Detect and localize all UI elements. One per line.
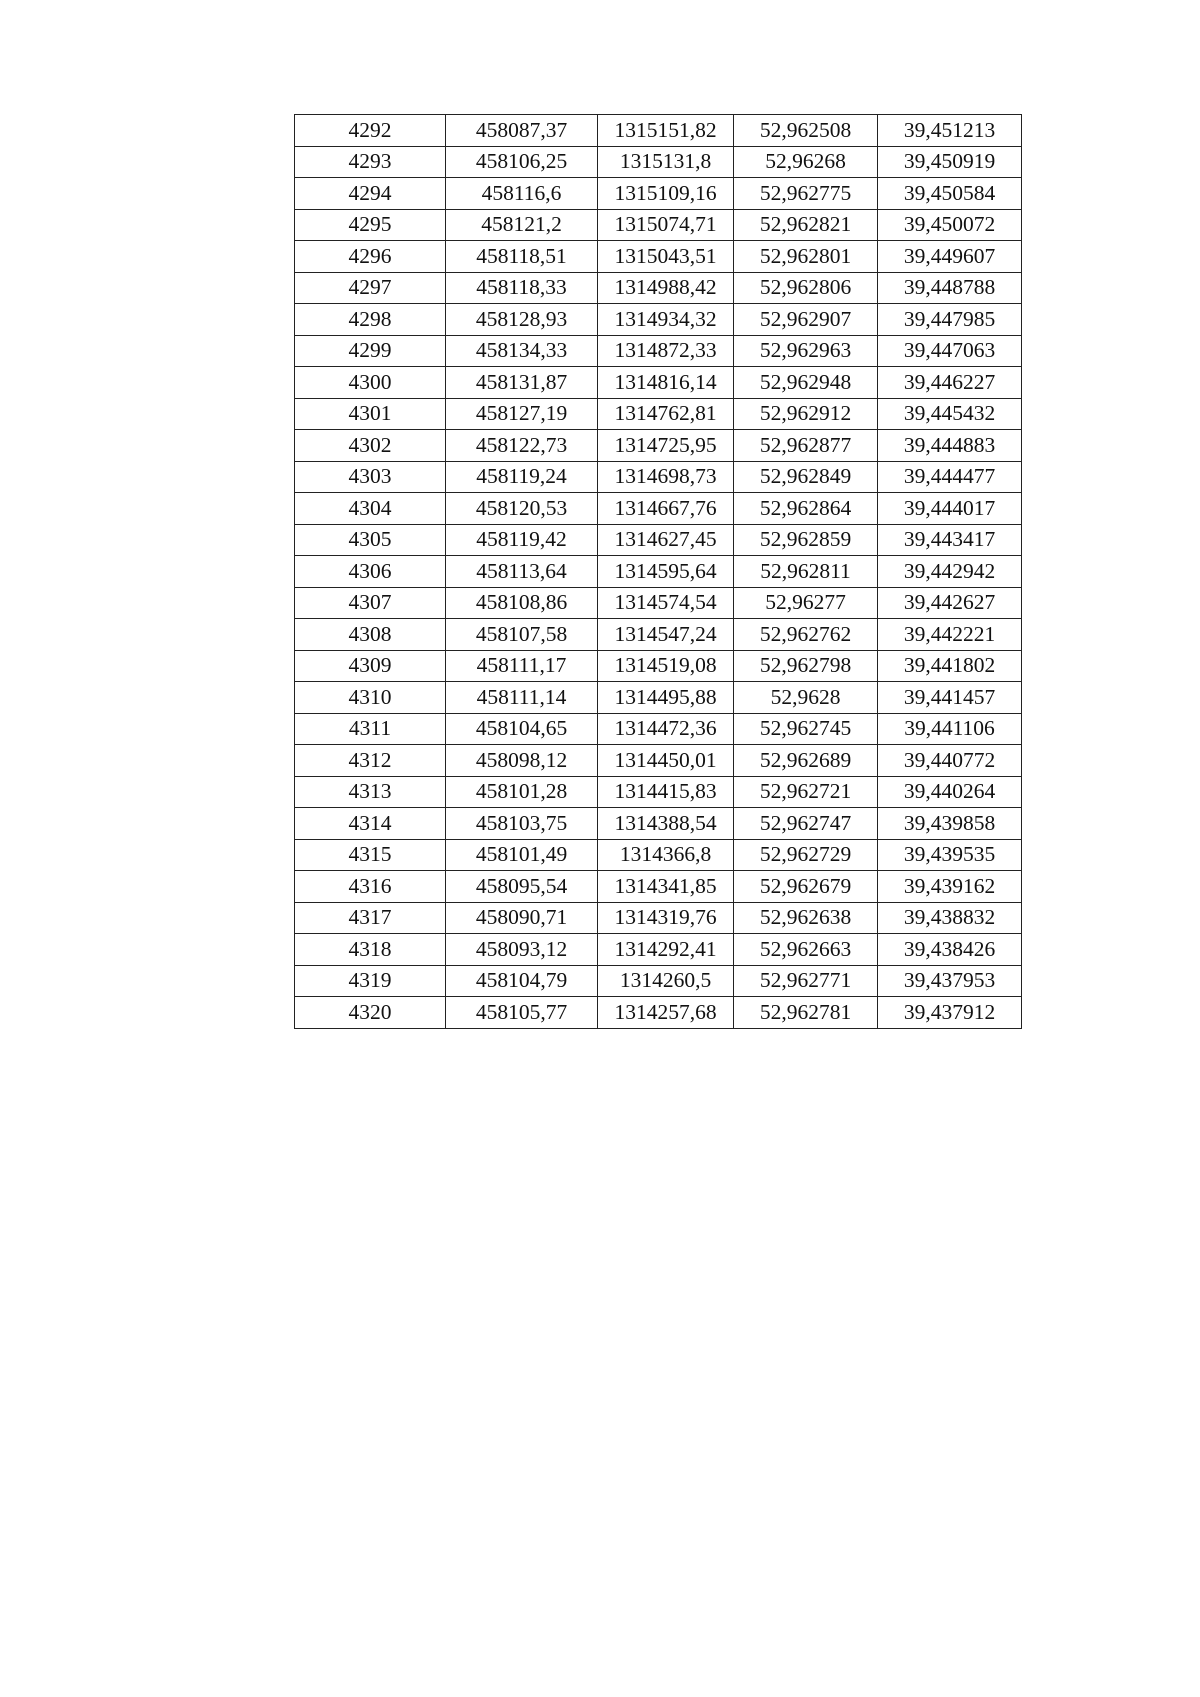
latitude-cell: 52,962689 xyxy=(734,745,878,777)
longitude-cell: 39,440264 xyxy=(878,776,1022,808)
longitude-cell: 39,451213 xyxy=(878,115,1022,147)
latitude-cell: 52,962775 xyxy=(734,178,878,210)
point-number-cell: 4294 xyxy=(295,178,446,210)
latitude-cell: 52,962912 xyxy=(734,398,878,430)
latitude-cell: 52,962801 xyxy=(734,241,878,273)
longitude-cell: 39,444017 xyxy=(878,493,1022,525)
y-coordinate-cell: 1314667,76 xyxy=(598,493,734,525)
longitude-cell: 39,450072 xyxy=(878,209,1022,241)
point-number-cell: 4315 xyxy=(295,839,446,871)
x-coordinate-cell: 458103,75 xyxy=(446,808,598,840)
x-coordinate-cell: 458122,73 xyxy=(446,430,598,462)
point-number-cell: 4292 xyxy=(295,115,446,147)
y-coordinate-cell: 1314366,8 xyxy=(598,839,734,871)
y-coordinate-cell: 1314988,42 xyxy=(598,272,734,304)
latitude-cell: 52,962745 xyxy=(734,713,878,745)
x-coordinate-cell: 458111,14 xyxy=(446,682,598,714)
y-coordinate-cell: 1314319,76 xyxy=(598,902,734,934)
point-number-cell: 4296 xyxy=(295,241,446,273)
point-number-cell: 4306 xyxy=(295,556,446,588)
point-number-cell: 4305 xyxy=(295,524,446,556)
x-coordinate-cell: 458131,87 xyxy=(446,367,598,399)
latitude-cell: 52,962798 xyxy=(734,650,878,682)
point-number-cell: 4302 xyxy=(295,430,446,462)
table-row xyxy=(295,745,1022,777)
point-number-cell: 4304 xyxy=(295,493,446,525)
longitude-cell: 39,441106 xyxy=(878,713,1022,745)
point-number-cell: 4313 xyxy=(295,776,446,808)
x-coordinate-cell: 458134,33 xyxy=(446,335,598,367)
y-coordinate-cell: 1314292,41 xyxy=(598,934,734,966)
table-row xyxy=(295,209,1022,241)
latitude-cell: 52,962679 xyxy=(734,871,878,903)
table-row xyxy=(295,997,1022,1029)
longitude-cell: 39,441802 xyxy=(878,650,1022,682)
y-coordinate-cell: 1315131,8 xyxy=(598,146,734,178)
y-coordinate-cell: 1314595,64 xyxy=(598,556,734,588)
longitude-cell: 39,448788 xyxy=(878,272,1022,304)
table-row xyxy=(295,934,1022,966)
point-number-cell: 4297 xyxy=(295,272,446,304)
longitude-cell: 39,439535 xyxy=(878,839,1022,871)
y-coordinate-cell: 1314257,68 xyxy=(598,997,734,1029)
x-coordinate-cell: 458095,54 xyxy=(446,871,598,903)
latitude-cell: 52,962771 xyxy=(734,965,878,997)
point-number-cell: 4299 xyxy=(295,335,446,367)
table-row xyxy=(295,713,1022,745)
point-number-cell: 4295 xyxy=(295,209,446,241)
coordinates-table-body xyxy=(295,115,1022,1029)
longitude-cell: 39,450584 xyxy=(878,178,1022,210)
y-coordinate-cell: 1314450,01 xyxy=(598,745,734,777)
longitude-cell: 39,442627 xyxy=(878,587,1022,619)
table-row xyxy=(295,272,1022,304)
table-row xyxy=(295,902,1022,934)
table-row xyxy=(295,965,1022,997)
x-coordinate-cell: 458104,79 xyxy=(446,965,598,997)
x-coordinate-cell: 458087,37 xyxy=(446,115,598,147)
latitude-cell: 52,962663 xyxy=(734,934,878,966)
y-coordinate-cell: 1314934,32 xyxy=(598,304,734,336)
x-coordinate-cell: 458107,58 xyxy=(446,619,598,651)
point-number-cell: 4310 xyxy=(295,682,446,714)
table-row xyxy=(295,493,1022,525)
x-coordinate-cell: 458128,93 xyxy=(446,304,598,336)
point-number-cell: 4308 xyxy=(295,619,446,651)
point-number-cell: 4309 xyxy=(295,650,446,682)
y-coordinate-cell: 1315043,51 xyxy=(598,241,734,273)
x-coordinate-cell: 458106,25 xyxy=(446,146,598,178)
latitude-cell: 52,962806 xyxy=(734,272,878,304)
table-row xyxy=(295,650,1022,682)
point-number-cell: 4303 xyxy=(295,461,446,493)
latitude-cell: 52,962859 xyxy=(734,524,878,556)
x-coordinate-cell: 458101,28 xyxy=(446,776,598,808)
latitude-cell: 52,962821 xyxy=(734,209,878,241)
y-coordinate-cell: 1315109,16 xyxy=(598,178,734,210)
table-row xyxy=(295,808,1022,840)
y-coordinate-cell: 1314816,14 xyxy=(598,367,734,399)
table-row xyxy=(295,367,1022,399)
x-coordinate-cell: 458118,33 xyxy=(446,272,598,304)
longitude-cell: 39,442942 xyxy=(878,556,1022,588)
table-row xyxy=(295,304,1022,336)
point-number-cell: 4317 xyxy=(295,902,446,934)
longitude-cell: 39,441457 xyxy=(878,682,1022,714)
latitude-cell: 52,962747 xyxy=(734,808,878,840)
longitude-cell: 39,444477 xyxy=(878,461,1022,493)
y-coordinate-cell: 1314627,45 xyxy=(598,524,734,556)
latitude-cell: 52,962849 xyxy=(734,461,878,493)
x-coordinate-cell: 458101,49 xyxy=(446,839,598,871)
longitude-cell: 39,447985 xyxy=(878,304,1022,336)
latitude-cell: 52,962638 xyxy=(734,902,878,934)
table-row xyxy=(295,839,1022,871)
x-coordinate-cell: 458093,12 xyxy=(446,934,598,966)
x-coordinate-cell: 458119,42 xyxy=(446,524,598,556)
latitude-cell: 52,962811 xyxy=(734,556,878,588)
table-row xyxy=(295,587,1022,619)
table-row xyxy=(295,241,1022,273)
y-coordinate-cell: 1314260,5 xyxy=(598,965,734,997)
x-coordinate-cell: 458116,6 xyxy=(446,178,598,210)
y-coordinate-cell: 1315074,71 xyxy=(598,209,734,241)
y-coordinate-cell: 1314472,36 xyxy=(598,713,734,745)
longitude-cell: 39,443417 xyxy=(878,524,1022,556)
x-coordinate-cell: 458098,12 xyxy=(446,745,598,777)
y-coordinate-cell: 1314388,54 xyxy=(598,808,734,840)
latitude-cell: 52,962907 xyxy=(734,304,878,336)
point-number-cell: 4319 xyxy=(295,965,446,997)
longitude-cell: 39,438832 xyxy=(878,902,1022,934)
table-row xyxy=(295,619,1022,651)
longitude-cell: 39,440772 xyxy=(878,745,1022,777)
table-row xyxy=(295,335,1022,367)
longitude-cell: 39,445432 xyxy=(878,398,1022,430)
longitude-cell: 39,447063 xyxy=(878,335,1022,367)
point-number-cell: 4318 xyxy=(295,934,446,966)
x-coordinate-cell: 458111,17 xyxy=(446,650,598,682)
table-row xyxy=(295,398,1022,430)
latitude-cell: 52,962762 xyxy=(734,619,878,651)
latitude-cell: 52,962729 xyxy=(734,839,878,871)
longitude-cell: 39,450919 xyxy=(878,146,1022,178)
latitude-cell: 52,962963 xyxy=(734,335,878,367)
longitude-cell: 39,439858 xyxy=(878,808,1022,840)
y-coordinate-cell: 1314415,83 xyxy=(598,776,734,808)
latitude-cell: 52,962864 xyxy=(734,493,878,525)
table-row xyxy=(295,871,1022,903)
latitude-cell: 52,962781 xyxy=(734,997,878,1029)
y-coordinate-cell: 1314341,85 xyxy=(598,871,734,903)
y-coordinate-cell: 1314574,54 xyxy=(598,587,734,619)
x-coordinate-cell: 458104,65 xyxy=(446,713,598,745)
point-number-cell: 4311 xyxy=(295,713,446,745)
point-number-cell: 4320 xyxy=(295,997,446,1029)
latitude-cell: 52,9628 xyxy=(734,682,878,714)
coordinates-table xyxy=(294,114,1022,1029)
y-coordinate-cell: 1314872,33 xyxy=(598,335,734,367)
latitude-cell: 52,96268 xyxy=(734,146,878,178)
latitude-cell: 52,962948 xyxy=(734,367,878,399)
point-number-cell: 4298 xyxy=(295,304,446,336)
y-coordinate-cell: 1314698,73 xyxy=(598,461,734,493)
table-row xyxy=(295,146,1022,178)
longitude-cell: 39,438426 xyxy=(878,934,1022,966)
point-number-cell: 4300 xyxy=(295,367,446,399)
table-row xyxy=(295,461,1022,493)
x-coordinate-cell: 458119,24 xyxy=(446,461,598,493)
x-coordinate-cell: 458090,71 xyxy=(446,902,598,934)
latitude-cell: 52,962721 xyxy=(734,776,878,808)
longitude-cell: 39,439162 xyxy=(878,871,1022,903)
y-coordinate-cell: 1315151,82 xyxy=(598,115,734,147)
point-number-cell: 4314 xyxy=(295,808,446,840)
table-row xyxy=(295,682,1022,714)
table-row xyxy=(295,556,1022,588)
point-number-cell: 4316 xyxy=(295,871,446,903)
table-row xyxy=(295,115,1022,147)
y-coordinate-cell: 1314519,08 xyxy=(598,650,734,682)
longitude-cell: 39,442221 xyxy=(878,619,1022,651)
latitude-cell: 52,962508 xyxy=(734,115,878,147)
x-coordinate-cell: 458127,19 xyxy=(446,398,598,430)
table-row xyxy=(295,776,1022,808)
x-coordinate-cell: 458105,77 xyxy=(446,997,598,1029)
x-coordinate-cell: 458108,86 xyxy=(446,587,598,619)
longitude-cell: 39,437912 xyxy=(878,997,1022,1029)
x-coordinate-cell: 458118,51 xyxy=(446,241,598,273)
point-number-cell: 4301 xyxy=(295,398,446,430)
y-coordinate-cell: 1314725,95 xyxy=(598,430,734,462)
longitude-cell: 39,449607 xyxy=(878,241,1022,273)
y-coordinate-cell: 1314762,81 xyxy=(598,398,734,430)
y-coordinate-cell: 1314495,88 xyxy=(598,682,734,714)
longitude-cell: 39,437953 xyxy=(878,965,1022,997)
x-coordinate-cell: 458113,64 xyxy=(446,556,598,588)
longitude-cell: 39,446227 xyxy=(878,367,1022,399)
latitude-cell: 52,96277 xyxy=(734,587,878,619)
point-number-cell: 4307 xyxy=(295,587,446,619)
table-row xyxy=(295,430,1022,462)
y-coordinate-cell: 1314547,24 xyxy=(598,619,734,651)
point-number-cell: 4293 xyxy=(295,146,446,178)
point-number-cell: 4312 xyxy=(295,745,446,777)
longitude-cell: 39,444883 xyxy=(878,430,1022,462)
x-coordinate-cell: 458121,2 xyxy=(446,209,598,241)
table-row xyxy=(295,178,1022,210)
latitude-cell: 52,962877 xyxy=(734,430,878,462)
table-row xyxy=(295,524,1022,556)
x-coordinate-cell: 458120,53 xyxy=(446,493,598,525)
